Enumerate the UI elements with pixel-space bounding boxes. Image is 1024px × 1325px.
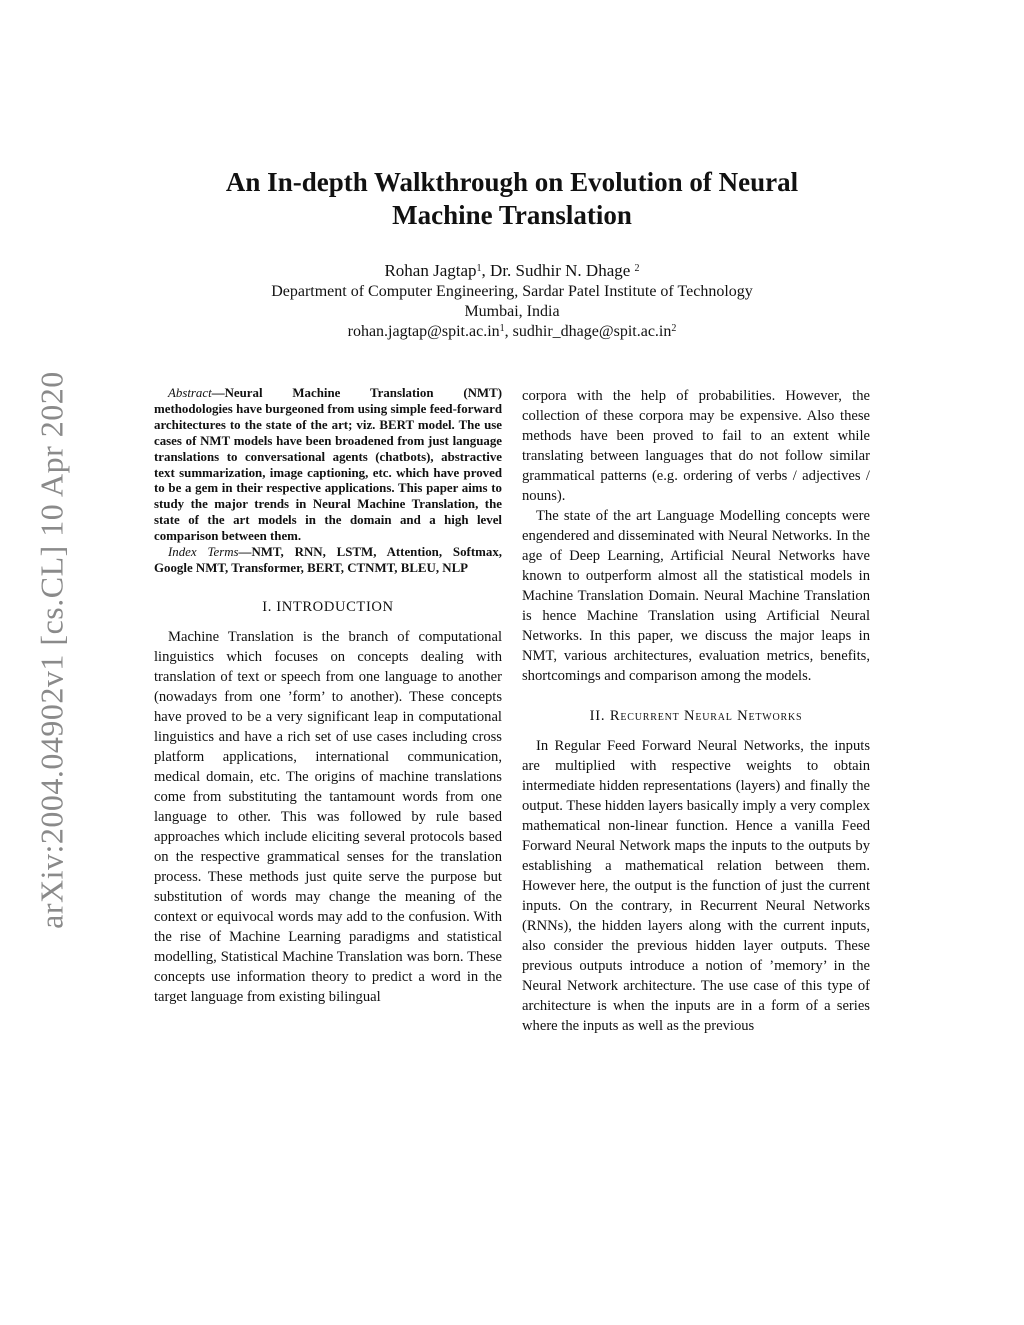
section-2-heading: II. Recurrent Neural Networks (589, 708, 803, 724)
author-block (140, 260, 884, 342)
author-2-mark: 2 (634, 263, 640, 274)
title-line-2: Machine Translation (392, 200, 632, 230)
right-column (522, 386, 870, 1036)
author-1-mark: 1 (476, 263, 482, 274)
paper-title (140, 166, 884, 232)
affiliation: Department of Computer Engineering, Sardar Patel Institute of Technology (271, 283, 753, 300)
left-column (154, 386, 502, 1007)
email-1-mark: 1 (499, 323, 505, 334)
intro-paragraph-1-continued: corpora with the help of probabilities. However, the collection of these corpora may be expensive. Also these methods have been proved to fail to an extent while translating between languages that do not follow similar grammatical patterns (e.g. ordering of verbs / adjectives / nouns). (522, 388, 870, 504)
index-terms (154, 545, 502, 577)
email-2-mark: 2 (671, 323, 677, 334)
section-1-heading: I. INTRODUCTION (262, 598, 394, 615)
abstract-label: Abstract (168, 386, 212, 400)
arxiv-stamp: arXiv:2004.04902v1 [cs.CL] 10 Apr 2020 (33, 371, 70, 929)
author-separator: , (481, 261, 491, 280)
index-terms-text: —NMT, RNN, LSTM, Attention, Softmax, Google NMT, Transformer, BERT, CTNMT, BLEU, NLP (154, 545, 502, 575)
abstract (154, 386, 502, 545)
author-names (140, 260, 884, 282)
emails: $rohan.jagtap@spit.ac.in^1$, $sudhir\_dhage@spit.ac.in^2$ (347, 323, 677, 340)
author-2: Dr. Sudhir N. Dhage (490, 261, 631, 280)
location: Mumbai, India (464, 303, 560, 320)
abstract-text: —Neural Machine Translation (NMT) methodologies have burgeoned from using simple feed-forward architectures to the state of the art; viz. BERT model. The use cases of NMT models have been broadened from just language translations to conversational agents (chatbots), abstractive text summarization, image captioning, etc. which have proved to be a gem in their respective applications. This paper aims to study the major trends in Neural Machine Translation, the state of the art models in the domain and a high level comparison between them. (154, 386, 502, 544)
index-terms-label: Index Terms (168, 545, 239, 560)
author-1: Rohan Jagtap (384, 261, 477, 280)
intro-paragraph-1: Machine Translation is the branch of computational linguistics which focuses on concepts dealing with translation of text or speech from one language to another (nowadays from one ’form’ to another). These concepts have proved to be a very significant leap in computational linguistics and have a rich set of use cases including cross platform applications, international communication, medical domain, etc. The origins of machine translations come from substituting the tantamount words from one language to other. This was followed by rule based approaches which include eliciting several protocols based on the respective grammatical senses for the translation process. These methods just quite serve the purpose but substitution of words may change the meaning of the context or equivocal words may add to the confusion. With the rise of Machine Learning paradigms and statistical modelling, Statistical Machine Translation was born. These concepts use information theory to predict a word in the target language from existing bilingual (154, 628, 502, 1005)
email-1: rohan.jagtap@spit.ac.in (347, 323, 500, 340)
intro-paragraph-2: The state of the art Language Modelling concepts were engendered and disseminated with Neural Networks. In the age of Deep Learning, Artificial Neural Networks have known to outperform almost all the statistical models in Machine Translation Domain. Neural Machine Translation is hence Machine Translation using Artificial Neural Networks. In this paper, we discuss the major leaps in NMT, various architectures, evaluation metrics, benefits, shortcomings and comparison among the models. (522, 508, 870, 684)
title-line-1: An In-depth Walkthrough on Evolution of Neural (225, 167, 799, 197)
email-2: sudhir_dhage@spit.ac.in (512, 323, 672, 340)
rnn-paragraph-1: In Regular Feed Forward Neural Networks, the inputs are multiplied with respective weights to obtain intermediate hidden representations (layers) and finally the output. These hidden layers basically imply a very complex mathematical non-linear function. Hence a vanilla Feed Forward Neural Network maps the inputs to the outputs by establishing a mathematical relation between them. However here, the output is the function of just the current inputs. On the contrary, in Recurrent Neural Networks (RNNs), the hidden layers along with the current inputs, also consider the previous hidden layer outputs. These previous outputs introduce a notion of ’memory’ in the Neural Network architecture. The use case of this type of architecture is when the inputs are in a form of a series where the inputs as well as the previous (522, 738, 870, 1034)
